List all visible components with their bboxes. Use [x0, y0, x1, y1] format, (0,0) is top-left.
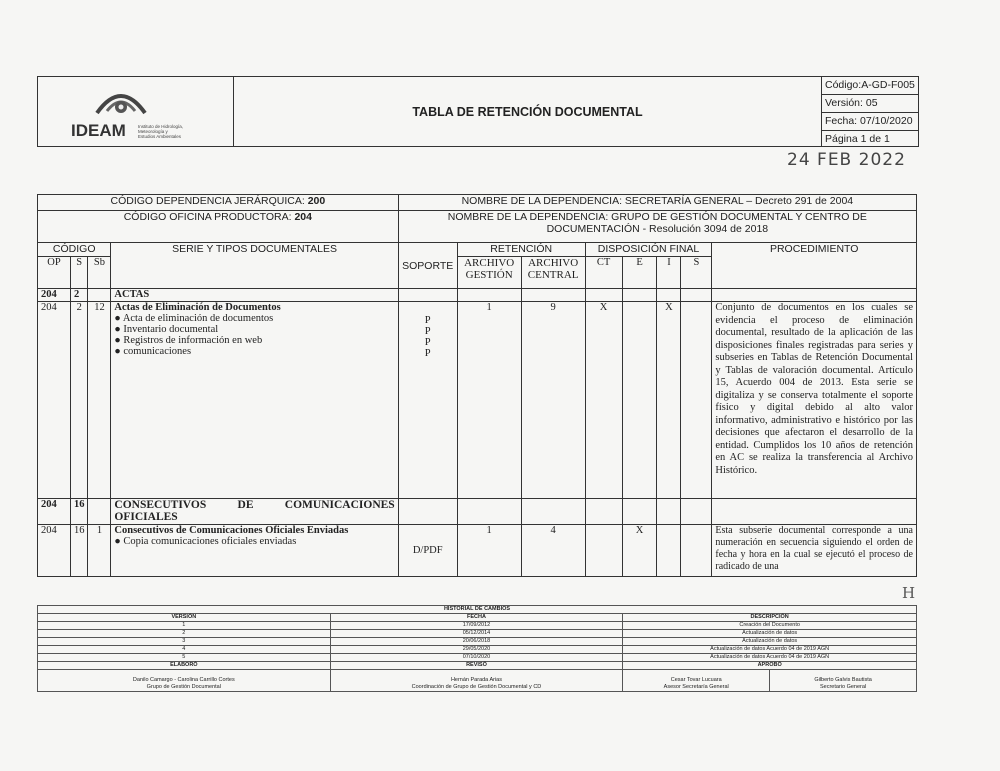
table-row: 204 16 CONSECUTIVOS DE COMUNICACIONES OFICIALES	[38, 499, 917, 525]
subserie-cell: Consecutivos de Comunicaciones Oficiales Enviadas ● Copia comunicaciones oficiales enviadas	[111, 525, 398, 577]
table-row: 204 16 1 Consecutivos de Comunicaciones Oficiales Enviadas ● Copia comunicaciones oficiales enviadas D/PDF 1 4 X Esta subserie documental corresponde a una numeración en secuencia siguiendo el orden de fecha y hora en la cual se ejecutó el proceso de radicado de una	[38, 525, 917, 577]
change-history-table: HISTORIAL DE CAMBIOS VERSIÓN FECHA DESCRIPCIÓN 1 17/09/2012 Creación del Documento 2 05/12/2014 Actualización de datos 3 20/06/2018 Actualización de datos 4 29/05/2020 Actualización de datos Acuerdo 04 de 2019 AGN 5 07/10/2020 Actualización de datos Acuerdo 04 de 2019 AGN ELABORÓ REVISÓ APROBÓ Danilo Camargo - Carolina Carrillo Cortes Grupo de Gestión Documental Hernán Parada Arias Coordinación de Grupo de Gestión Documental y CD Cesar Tovar Lucuara Asesor Secretaría General Gilberto Galvis Bautista Secretario General	[37, 605, 917, 692]
history-row: 4 29/05/2020 Actualización de datos Acuerdo 04 de 2019 AGN	[38, 646, 917, 654]
codigo-header: CÓDIGO	[38, 243, 111, 257]
e-header: E	[622, 257, 657, 289]
table-row: 204 2 ACTAS	[38, 289, 917, 302]
i-header: I	[657, 257, 681, 289]
meta-version: Versión: 05	[822, 95, 918, 113]
aprobo-signature-2: Gilberto Galvis Bautista Secretario General	[770, 670, 917, 692]
s-header: S	[70, 257, 88, 289]
meta-date: Fecha: 07/10/2020	[822, 113, 918, 131]
corner-mark: H	[902, 584, 916, 602]
subserie-cell: Actas de Eliminación de Documentos ● Acta de eliminación de documentos ● Inventario documental ● Registros de información en web ● comunicaciones	[111, 302, 398, 499]
history-row: 1 17/09/2012 Creación del Documento	[38, 622, 917, 630]
soporte-cell: P P P P	[398, 302, 457, 499]
aprobo-signature-1: Cesar Tovar Lucuara Asesor Secretaría General	[623, 670, 770, 692]
procedimiento-cell: Conjunto de documentos en los cuales se evidencia el proceso de eliminación documental, resultado de la aplicación de las disposiciones finales registradas para series y subseries en Tablas de Retención Documental y Tablas de valoración documental. Artículo 15, Acuerdo 004 de 2013. Esta serie se digitaliza y se conserva totalmente el soporte físico y digital debido al alto valor informativo, administrativo e histórico por las decisiones que afectaron el desarrollo de la entidad. Cumplidos los 10 años de retención en AC se realiza la transferencia al Archivo Histórico.	[712, 302, 917, 499]
disposicion-header: DISPOSICIÓN FINAL	[585, 243, 712, 257]
logo-subtitle: Instituto de Hidrología, Meteorología y Estudios Ambientales	[138, 124, 184, 139]
soporte-header: SOPORTE	[398, 243, 457, 289]
reviso-signature: Hernán Parada Arias Coordinación de Grupo de Gestión Documental y CD	[330, 670, 623, 692]
retention-table	[37, 194, 917, 577]
serie-name: ACTAS	[111, 289, 398, 302]
soporte-cell: D/PDF	[398, 525, 457, 577]
sb-header: Sb	[88, 257, 111, 289]
procedimiento-cell: Esta subserie documental corresponde a una numeración en secuencia siguiendo el orden de fecha y hora en la cual se ejecutó el proceso de radicado de una	[712, 525, 917, 577]
ideam-logo	[38, 77, 234, 146]
dep-name2-cell: NOMBRE DE LA DEPENDENCIA: GRUPO DE GESTIÓN DOCUMENTAL Y CENTRO DE DOCUMENTACIÓN - Resolución 3094 de 2018	[398, 211, 916, 243]
document-title: TABLA DE RETENCIÓN DOCUMENTAL	[234, 77, 822, 146]
op-header: OP	[38, 257, 71, 289]
dep-code-cell: CÓDIGO DEPENDENCIA JERÁRQUICA: 200	[38, 195, 399, 211]
office-code-cell: CÓDIGO OFICINA PRODUCTORA: 204	[38, 211, 399, 243]
ct-header: CT	[585, 257, 622, 289]
serie-header: SERIE Y TIPOS DOCUMENTALES	[111, 243, 398, 289]
archivo-central-header: ARCHIVO CENTRAL	[521, 257, 585, 289]
retencion-header: RETENCIÓN	[457, 243, 585, 257]
meta-page: Página 1 de 1	[825, 133, 890, 145]
historial-title: HISTORIAL DE CAMBIOS	[38, 606, 917, 614]
archivo-gestion-header: ARCHIVO GESTIÓN	[457, 257, 521, 289]
s2-header: S	[681, 257, 712, 289]
eye-logo-icon	[93, 83, 149, 117]
history-row: 3 20/06/2018 Actualización de datos	[38, 638, 917, 646]
history-row: 2 05/12/2014 Actualización de datos	[38, 630, 917, 638]
document-meta	[822, 77, 918, 146]
elaboro-signature: Danilo Camargo - Carolina Carrillo Cortes Grupo de Gestión Documental	[38, 670, 331, 692]
procedimiento-header: PROCEDIMIENTO	[712, 243, 917, 289]
meta-code: Código:A-GD-F005	[822, 77, 918, 95]
document-header	[37, 76, 919, 147]
table-row: 204 2 12 Actas de Eliminación de Documentos ● Acta de eliminación de documentos ● Inventario documental ● Registros de información en web ● comunicaciones P P P P 1 9 X X Conjunto de documentos en los cuales se evidencia el proceso de eliminación documental, resultado de la aplicación de las disposiciones finales registradas para series y subseries en Tablas de Retención Documental y Tablas de valoración documental. Artículo 15, Acuerdo 004 de 2013. Esta serie se digitaliza y se conserva totalmente el soporte físico y digital debido al alto valor informativo, administrativo e histórico por las decisiones que afectaron el desarrollo de la entidad. Cumplidos los 10 años de retención en AC se realiza la transferencia al Archivo Histórico.	[38, 302, 917, 499]
logo-title: IDEAM	[71, 121, 126, 140]
serie-name: CONSECUTIVOS DE COMUNICACIONES OFICIALES	[111, 499, 398, 525]
history-row: 5 07/10/2020 Actualización de datos Acuerdo 04 de 2019 AGN	[38, 654, 917, 662]
date-stamp: 24 FEB 2022	[787, 150, 906, 170]
dep-name-cell: NOMBRE DE LA DEPENDENCIA: SECRETARÍA GENERAL – Decreto 291 de 2004	[398, 195, 916, 211]
